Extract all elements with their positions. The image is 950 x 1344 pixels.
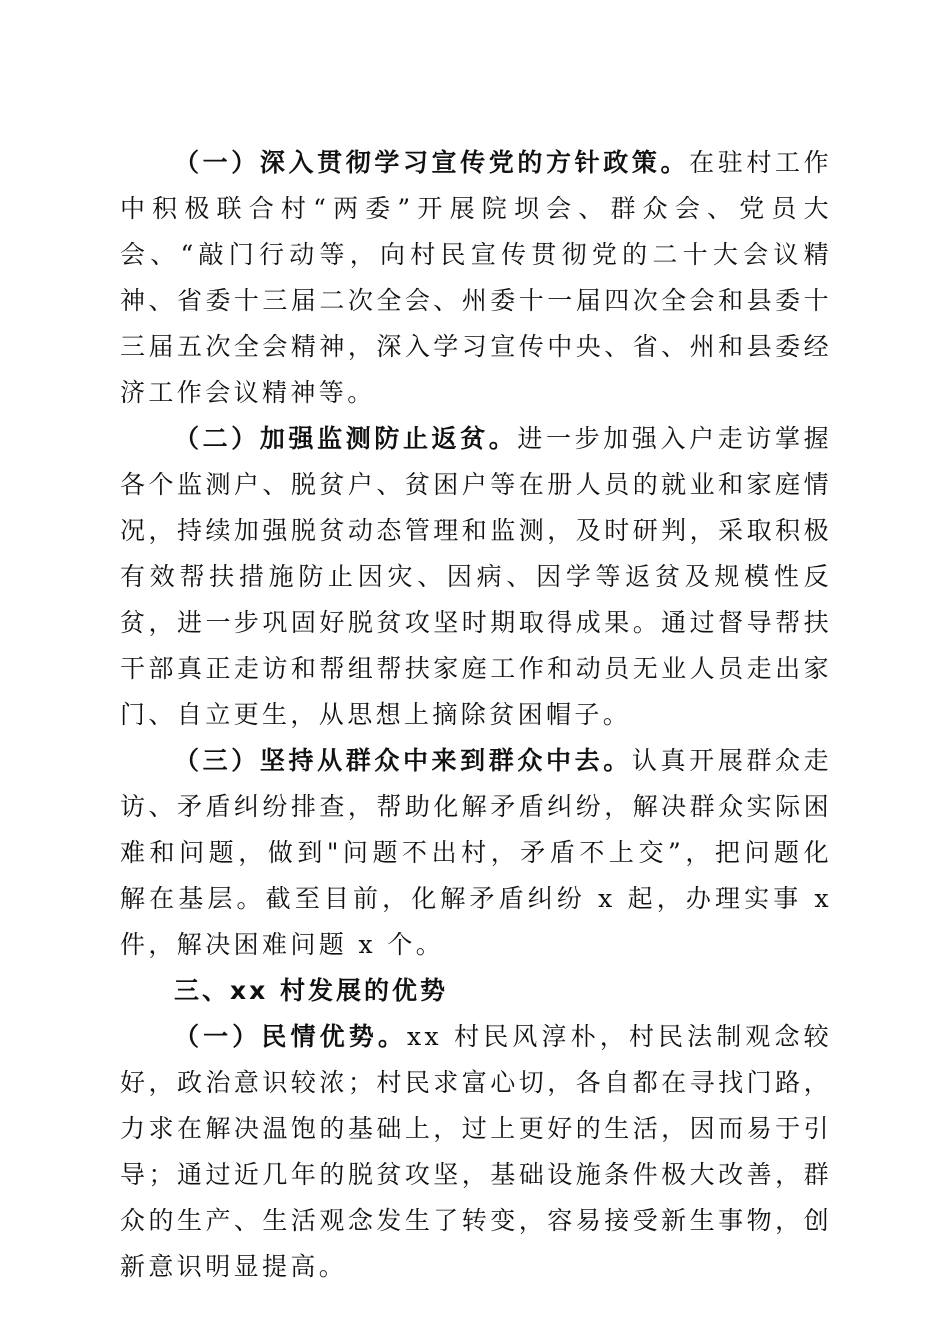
section-paragraph-1-body: xx 村民风淳朴，村民法制观念较好，政治意识较浓；村民求富心切，各自都在寻找门路，力求在解决温饱的基础上，过上更好的生活，因而易于引导；通过近几年的脱贫攻坚，基础设施条件极大改善，群众的生产、生活观念发生了转变，容易接受新生事物，创新意识明显提高。 [120, 1022, 833, 1281]
section-heading: 三、xx 村发展的优势 [174, 976, 448, 1005]
document-body [120, 140, 832, 1290]
paragraph-2-lead: （二）加强监测防止返贫。 [174, 424, 518, 453]
section-paragraph-1 [120, 1014, 832, 1290]
paragraph-2 [120, 416, 832, 738]
paragraph-3-lead: （三）坚持从群众中来到群众中去。 [174, 746, 632, 775]
paragraph-1 [120, 140, 832, 416]
paragraph-3-body: 认真开展群众走访、矛盾纠纷排查，帮助化解矛盾纠纷，解决群众实际困难和问题，做到"问题不出村，矛盾不上交”，把问题化解在基层。截至目前，化解矛盾纠纷 x 起，办理实事 x 件，解决困难问题 x 个。 [120, 746, 832, 959]
paragraph-3 [120, 738, 832, 968]
section-paragraph-1-lead: （一）民情优势。 [174, 1022, 408, 1051]
paragraph-2-body: 进一步加强入户走访掌握各个监测户、脱贫户、贫困户等在册人员的就业和家庭情况，持续加强脱贫动态管理和监测，及时研判，采取积极有效帮扶措施防止因灾、因病、因学等返贫及规模性反贫，进一步巩固好脱贫攻坚时期取得成果。通过督导帮扶干部真正走访和帮组帮扶家庭工作和动员无业人员走出家门、自立更生，从思想上摘除贫困帽子。 [120, 424, 832, 729]
paragraph-1-lead: （一）深入贯彻学习宣传党的方针政策。 [174, 148, 690, 177]
paragraph-1-body: 在驻村工作中积极联合村“两委”开展院坝会、群众会、党员大会、“敲门行动等，向村民宣传贯彻党的二十大会议精神、省委十三届二次全会、州委十一届四次全会和县委十三届五次全会精神，深入学习宣传中央、省、州和县委经济工作会议精神等。 [120, 148, 832, 407]
